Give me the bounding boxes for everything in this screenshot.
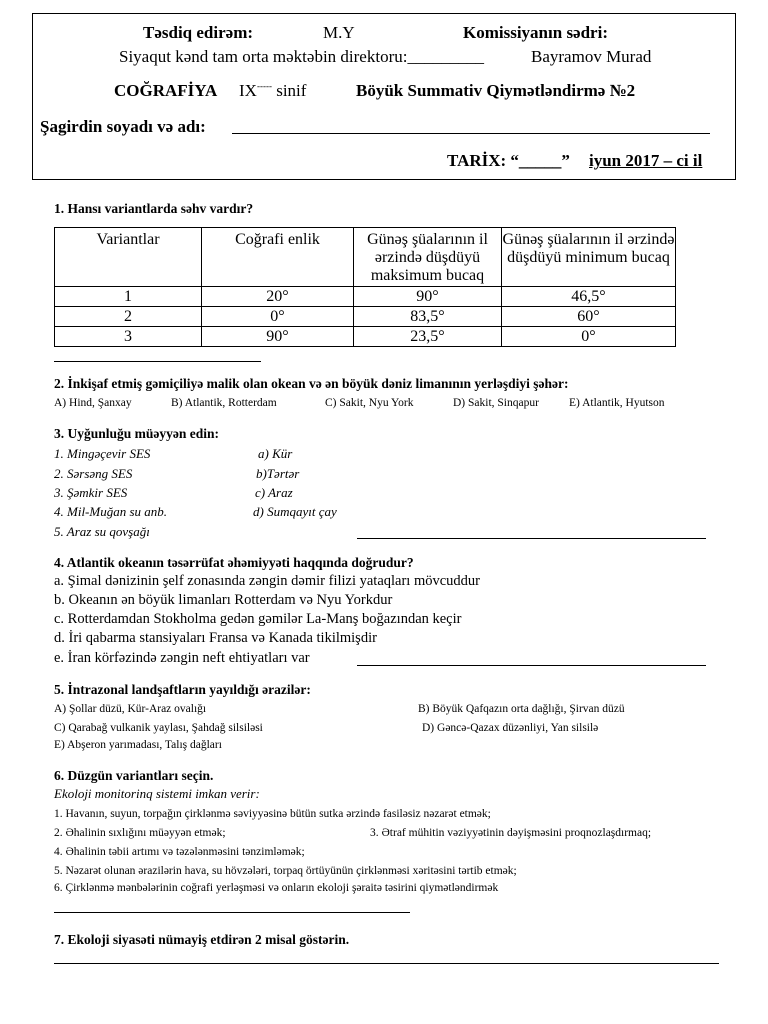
col-header: Günəş şüalarının il ərzində düşdüyü maksimum bucaq	[354, 228, 502, 287]
grade-roman: IX	[239, 81, 257, 100]
q7-answer-line[interactable]	[54, 963, 719, 964]
q3-title: 3. Uyğunluğu müəyyən edin:	[54, 426, 220, 441]
assessment-title: Böyük Summativ Qiymətləndirmə №2	[356, 81, 636, 100]
q6-item[interactable]: 6. Çirklənmə mənbələrinin coğrafi yerləşməsi və onların ekoloji şəraitə təsirini qiymətləndirmək	[54, 882, 499, 894]
table-cell: 2	[55, 307, 202, 327]
subject-title: COĞRAFİYA	[114, 81, 218, 100]
q6-item[interactable]: 3. Ətraf mühitin vəziyyətinin dəyişməsini proqnozlaşdırmaq;	[370, 827, 652, 839]
q6-item[interactable]: 5. Nəzarət olunan ərazilərin hava, su hövzələri, torpaq örtüyünün çirklənməsi xəritəsini tərtib etmək;	[54, 865, 517, 877]
table-header-row	[55, 228, 676, 287]
q2-option-a[interactable]: A) Hind, Şanxay	[54, 397, 132, 409]
q6-item[interactable]: 4. Əhalinin təbii artımı və təzələnməsini tənzimləmək;	[54, 846, 305, 858]
table-cell: 3	[55, 327, 202, 347]
q5-option-e[interactable]: E) Abşeron yarımadası, Talış dağları	[54, 739, 222, 751]
q5-option-c[interactable]: C) Qarabağ vulkanik yaylası, Şahdağ silsiləsi	[54, 722, 263, 734]
col-header: Coğrafi enlik	[202, 228, 354, 287]
col-header: Variantlar	[55, 228, 202, 287]
q3-answer-line[interactable]	[357, 538, 706, 539]
approve-label: Təsdiq edirəm:	[143, 23, 254, 42]
q3-left-item: 3. Şəmkir SES	[54, 485, 128, 500]
table-row	[55, 307, 676, 327]
q2-title: 2. İnkişaf etmiş gəmiçiliyə malik olan okean və ən böyük dəniz limanının yerləşdiyi şəhər:	[54, 376, 569, 391]
q3-right-item: b)Tərtər	[256, 466, 300, 481]
q3-left-item: 2. Sərsəng SES	[54, 466, 133, 481]
q2-option-c[interactable]: C) Sakit, Nyu York	[325, 397, 414, 409]
table-cell: 0°	[202, 307, 354, 327]
director-line: Siyaqut kənd tam orta məktəbin direktoru:_________	[119, 47, 484, 66]
q3-right-item: a) Kür	[258, 446, 293, 461]
q2-option-b[interactable]: B) Atlantik, Rotterdam	[171, 397, 277, 409]
q6-answer-line[interactable]	[54, 912, 410, 913]
q1-answer-line[interactable]	[54, 361, 261, 362]
table-cell: 20°	[202, 287, 354, 307]
q6-title: 6. Düzgün variantları seçin.	[54, 768, 214, 783]
q3-right-item: c) Araz	[255, 485, 293, 500]
q5-title: 5. İntrazonal landşaftların yayıldığı ərazilər:	[54, 682, 311, 697]
table-row	[55, 327, 676, 347]
table-cell: 60°	[502, 307, 676, 327]
q4-option[interactable]: d. İri qabarma stansiyaları Fransa və Kanada tikilmişdir	[54, 630, 377, 646]
director-name: Bayramov Murad	[531, 47, 652, 66]
q6-subtitle: Ekoloji monitorinq sistemi imkan verir:	[54, 786, 260, 801]
table-cell: 1	[55, 287, 202, 307]
grade-word: sinif	[276, 81, 307, 100]
date-value: iyun 2017 – ci il	[589, 151, 703, 170]
q6-item[interactable]: 1. Havanın, suyun, torpağın çirklənmə səviyyəsinə bütün sutka ərzində fasiləsiz nəzarət etmək;	[54, 808, 491, 820]
table-cell: 46,5°	[502, 287, 676, 307]
q5-option-a[interactable]: A) Şollar düzü, Kür-Araz ovalığı	[54, 703, 207, 715]
q4-option[interactable]: b. Okeanın ən böyük limanları Rotterdam və Nyu Yorkdur	[54, 592, 393, 608]
q3-right-item: d) Sumqayıt çay	[253, 504, 337, 519]
grade-suffix: -----	[256, 81, 272, 91]
q4-answer-line[interactable]	[357, 665, 706, 666]
q2-option-e[interactable]: E) Atlantik, Hyutson	[569, 397, 665, 409]
table-cell: 90°	[202, 327, 354, 347]
q7-title: 7. Ekoloji siyasəti nümayiş etdirən 2 misal göstərin.	[54, 932, 350, 947]
col-header: Günəş şüalarının il ərzində düşdüyü minimum bucaq	[502, 228, 676, 287]
approver-initials: M.Y	[323, 23, 355, 42]
grade	[239, 81, 306, 101]
q1-table	[54, 227, 676, 347]
q3-left-item: 4. Mil-Muğan su anb.	[54, 504, 168, 519]
q6-item[interactable]: 2. Əhalinin sıxlığını müəyyən etmək;	[54, 827, 226, 839]
table-cell: 23,5°	[354, 327, 502, 347]
date-label: TARİX: “_____”	[447, 151, 570, 170]
student-label: Şagirdin soyadı və adı:	[40, 117, 206, 136]
q4-title: 4. Atlantik okeanın təsərrüfat əhəmiyyəti haqqında doğrudur?	[54, 555, 414, 570]
q5-option-b[interactable]: B) Böyük Qafqazın orta dağlığı, Şirvan düzü	[418, 703, 625, 715]
table-cell: 83,5°	[354, 307, 502, 327]
q4-option[interactable]: e. İran körfəzində zəngin neft ehtiyatları var	[54, 650, 310, 666]
table-cell: 90°	[354, 287, 502, 307]
table-row	[55, 287, 676, 307]
q4-option[interactable]: a. Şimal dənizinin şelf zonasında zəngin dəmir filizi yataqları mövcuddur	[54, 573, 481, 589]
table-cell: 0°	[502, 327, 676, 347]
q3-left-item: 1. Mingəçevir SES	[54, 446, 151, 461]
q2-option-d[interactable]: D) Sakit, Sinqapur	[453, 397, 539, 409]
commission-label: Komissiyanın sədri:	[463, 23, 608, 42]
q3-left-item: 5. Araz su qovşağı	[54, 524, 150, 539]
q4-option[interactable]: c. Rotterdamdan Stokholma gedən gəmilər La-Manş boğazından keçir	[54, 611, 462, 627]
q1-title: 1. Hansı variantlarda səhv vardır?	[54, 201, 254, 216]
q5-option-d[interactable]: D) Gəncə-Qazax düzənliyi, Yan silsilə	[422, 722, 599, 734]
student-name-field[interactable]	[232, 133, 710, 134]
